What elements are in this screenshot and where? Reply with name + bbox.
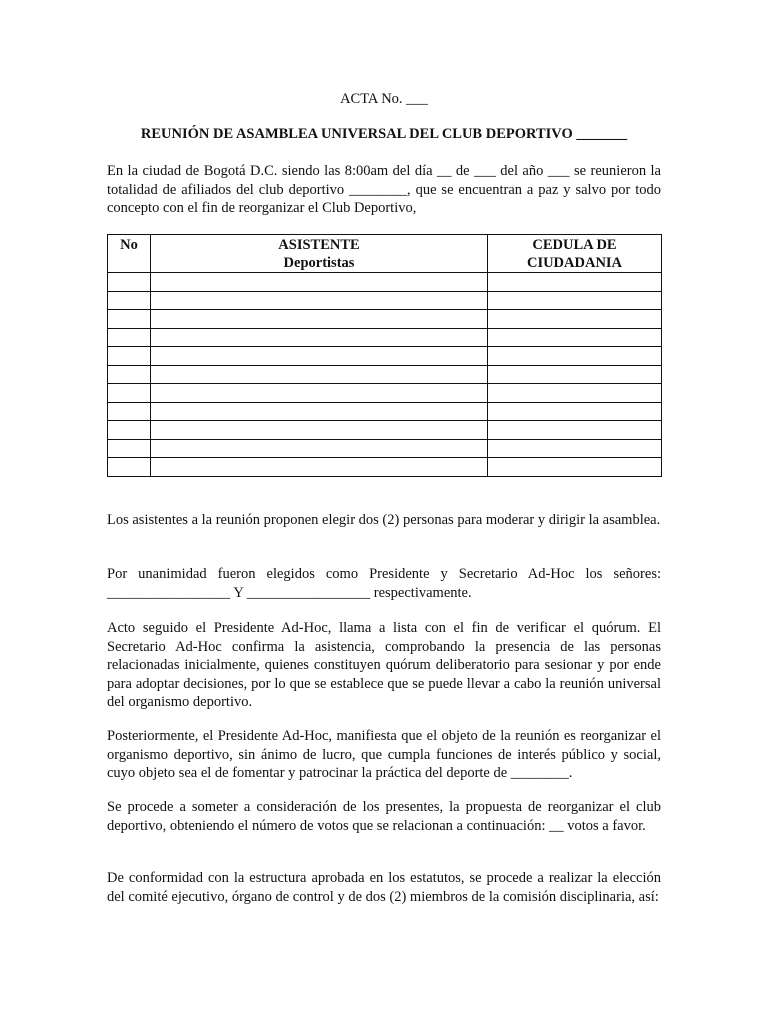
cell-attendee [151,402,488,421]
attendance-table [107,234,662,477]
cell-id-number [488,458,662,477]
cell-no [108,458,151,477]
table-row [108,310,662,329]
cell-id-number [488,273,662,292]
cell-attendee [151,421,488,440]
table-row [108,328,662,347]
cell-attendee [151,458,488,477]
elected-paragraph: Por unanimidad fueron elegidos como Presidente y Secretario Ad-Hoc los señores: _________________ Y _________________ respectivamente. [107,566,661,601]
table-row [108,273,662,292]
table-row [108,384,662,403]
cell-no [108,421,151,440]
header-no: No [108,235,151,273]
cell-attendee [151,291,488,310]
votes-paragraph: Se procede a someter a consideración de los presentes, la propuesta de reorganizar el club deportivo, obteniendo el número de votos que se relacionan a continuación: __ votos a favor. [107,799,661,834]
cell-no [108,310,151,329]
cell-attendee [151,384,488,403]
committee-paragraph: De conformidad con la estructura aprobada en los estatutos, se procede a realizar la elección del comité ejecutivo, órgano de control y de dos (2) miembros de la comisión disciplinaria, así: [107,870,661,905]
header-id-number: CEDULA DE CIUDADANIA [488,235,662,273]
cell-no [108,384,151,403]
table-row [108,402,662,421]
table-row [108,291,662,310]
cell-id-number [488,310,662,329]
intro-paragraph: En la ciudad de Bogotá D.C. siendo las 8:00am del día __ de ___ del año ___ se reunieron la totalidad de afiliados del club deportivo ________, que se encuentran a paz y salvo por todo concepto con el fin de reorganizar el Club Deportivo, [107,163,661,217]
quorum-paragraph: Acto seguido el Presidente Ad-Hoc, llama a lista con el fin de verificar el quórum. El Secretario Ad-Hoc confirma la asistencia, comprobando la presencia de las personas relacionadas inicialmente, quienes constituyen quórum deliberatorio para sesionar y por ende para adoptar decisiones, por lo que se establece que se puede llevar a cabo la reunión universal del organismo deportivo. [107,620,661,711]
table-row [108,421,662,440]
cell-id-number [488,347,662,366]
cell-id-number [488,439,662,458]
cell-attendee [151,273,488,292]
cell-attendee [151,310,488,329]
cell-id-number [488,402,662,421]
cell-attendee [151,439,488,458]
cell-no [108,439,151,458]
moderators-paragraph: Los asistentes a la reunión proponen elegir dos (2) personas para moderar y dirigir la asamblea. [107,512,661,528]
cell-no [108,365,151,384]
cell-id-number [488,421,662,440]
purpose-paragraph: Posteriormente, el Presidente Ad-Hoc, manifiesta que el objeto de la reunión es reorganizar el organismo deportivo, sin ánimo de lucro, que cumpla funciones de interés público y social, cuyo objeto sea el de fomentar y patrocinar la práctica del deporte de ________. [107,728,661,782]
table-row [108,365,662,384]
document-heading: REUNIÓN DE ASAMBLEA UNIVERSAL DEL CLUB DEPORTIVO _______ [140,126,628,142]
cell-id-number [488,328,662,347]
header-attendee: ASISTENTE Deportistas [151,235,488,273]
cell-no [108,402,151,421]
table-row [108,458,662,477]
cell-no [108,291,151,310]
cell-id-number [488,384,662,403]
cell-attendee [151,347,488,366]
attendance-table-header [108,235,662,273]
acta-number: ACTA No. ___ [340,91,428,107]
cell-id-number [488,291,662,310]
attendance-table-body [108,273,662,477]
cell-id-number [488,365,662,384]
cell-attendee [151,365,488,384]
table-row [108,347,662,366]
cell-no [108,347,151,366]
cell-no [108,273,151,292]
cell-no [108,328,151,347]
table-row [108,439,662,458]
cell-attendee [151,328,488,347]
